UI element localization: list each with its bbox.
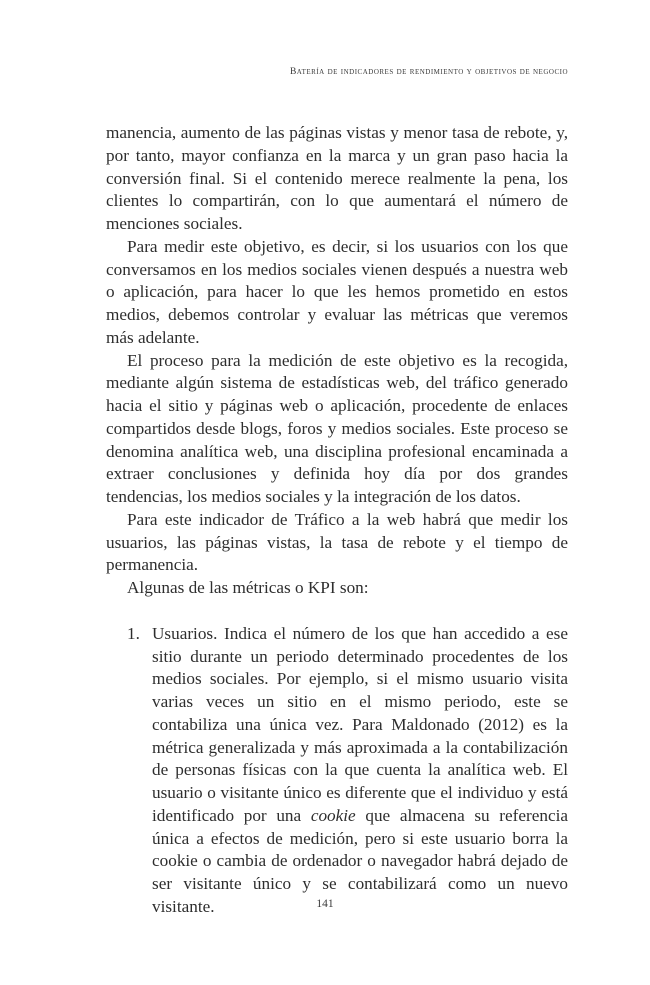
page-number: 141: [316, 898, 334, 910]
running-head: Batería de indicadores de rendimiento y objetivos de negocio: [289, 67, 568, 77]
list-marker: 1.: [127, 623, 140, 643]
emphasis-term: cookie: [310, 805, 356, 825]
list-item-text: Usuarios. Indica el número de los que han accedido a ese sitio durante un periodo determinado procedentes de los medios sociales. Por ejemplo, si el mismo usuario visita varias veces un sitio en el mismo periodo, este se contabiliza una única vez. Para Maldonado (2012) es la métrica generalizada y más aproximada a la contabilización de personas físicas con la que cuenta la analítica web. El usuario o visitante único es diferente que el individuo y está identificado por una: [152, 623, 568, 825]
paragraph-continuation: manencia, aumento de las páginas vistas y menor tasa de rebote, y, por tanto, mayor confianza en la marca y un gran paso hacia la conversión final. Si el contenido merece realmente la pena, los clientes lo compartirán, con lo que aumentará el número de menciones sociales.: [106, 123, 568, 233]
list-intro: Algunas de las métricas o KPI son:: [127, 578, 369, 597]
paragraph: Para medir este objetivo, es decir, si los usuarios con los que conversamos en los medios sociales vienen después a nuestra web o aplicación, para hacer lo que les hemos prometido en estos medios, debemos controlar y evaluar las métricas que veremos más adelante.: [106, 236, 568, 347]
list-item-text: que almacena su referencia única a efectos de medición, pero si este usuario borra la cookie o cambia de ordenador o navegador habrá dejado de ser visitante único y se contabilizará como un nuevo visitante.: [152, 805, 568, 916]
spacer: [106, 600, 568, 623]
paragraph: Para este indicador de Tráfico a la web habrá que medir los usuarios, las páginas vistas, la tasa de rebote y el tiempo de permanencia.: [106, 509, 568, 575]
metrics-list: [106, 623, 568, 919]
body-text: [106, 122, 568, 919]
paragraph: El proceso para la medición de este objetivo es la recogida, mediante algún sistema de estadísticas web, del tráfico generado hacia el sitio y páginas web o aplicación, procedente de enlaces compartidos desde blogs, foros y medios sociales. Este proceso se denomina analítica web, una disciplina profesional encaminada a extraer conclusiones y definida hoy día por dos grandes tendencias, los medios sociales y la integración de los datos.: [106, 350, 568, 506]
list-item-body: [152, 623, 568, 919]
list-item: [106, 623, 568, 919]
